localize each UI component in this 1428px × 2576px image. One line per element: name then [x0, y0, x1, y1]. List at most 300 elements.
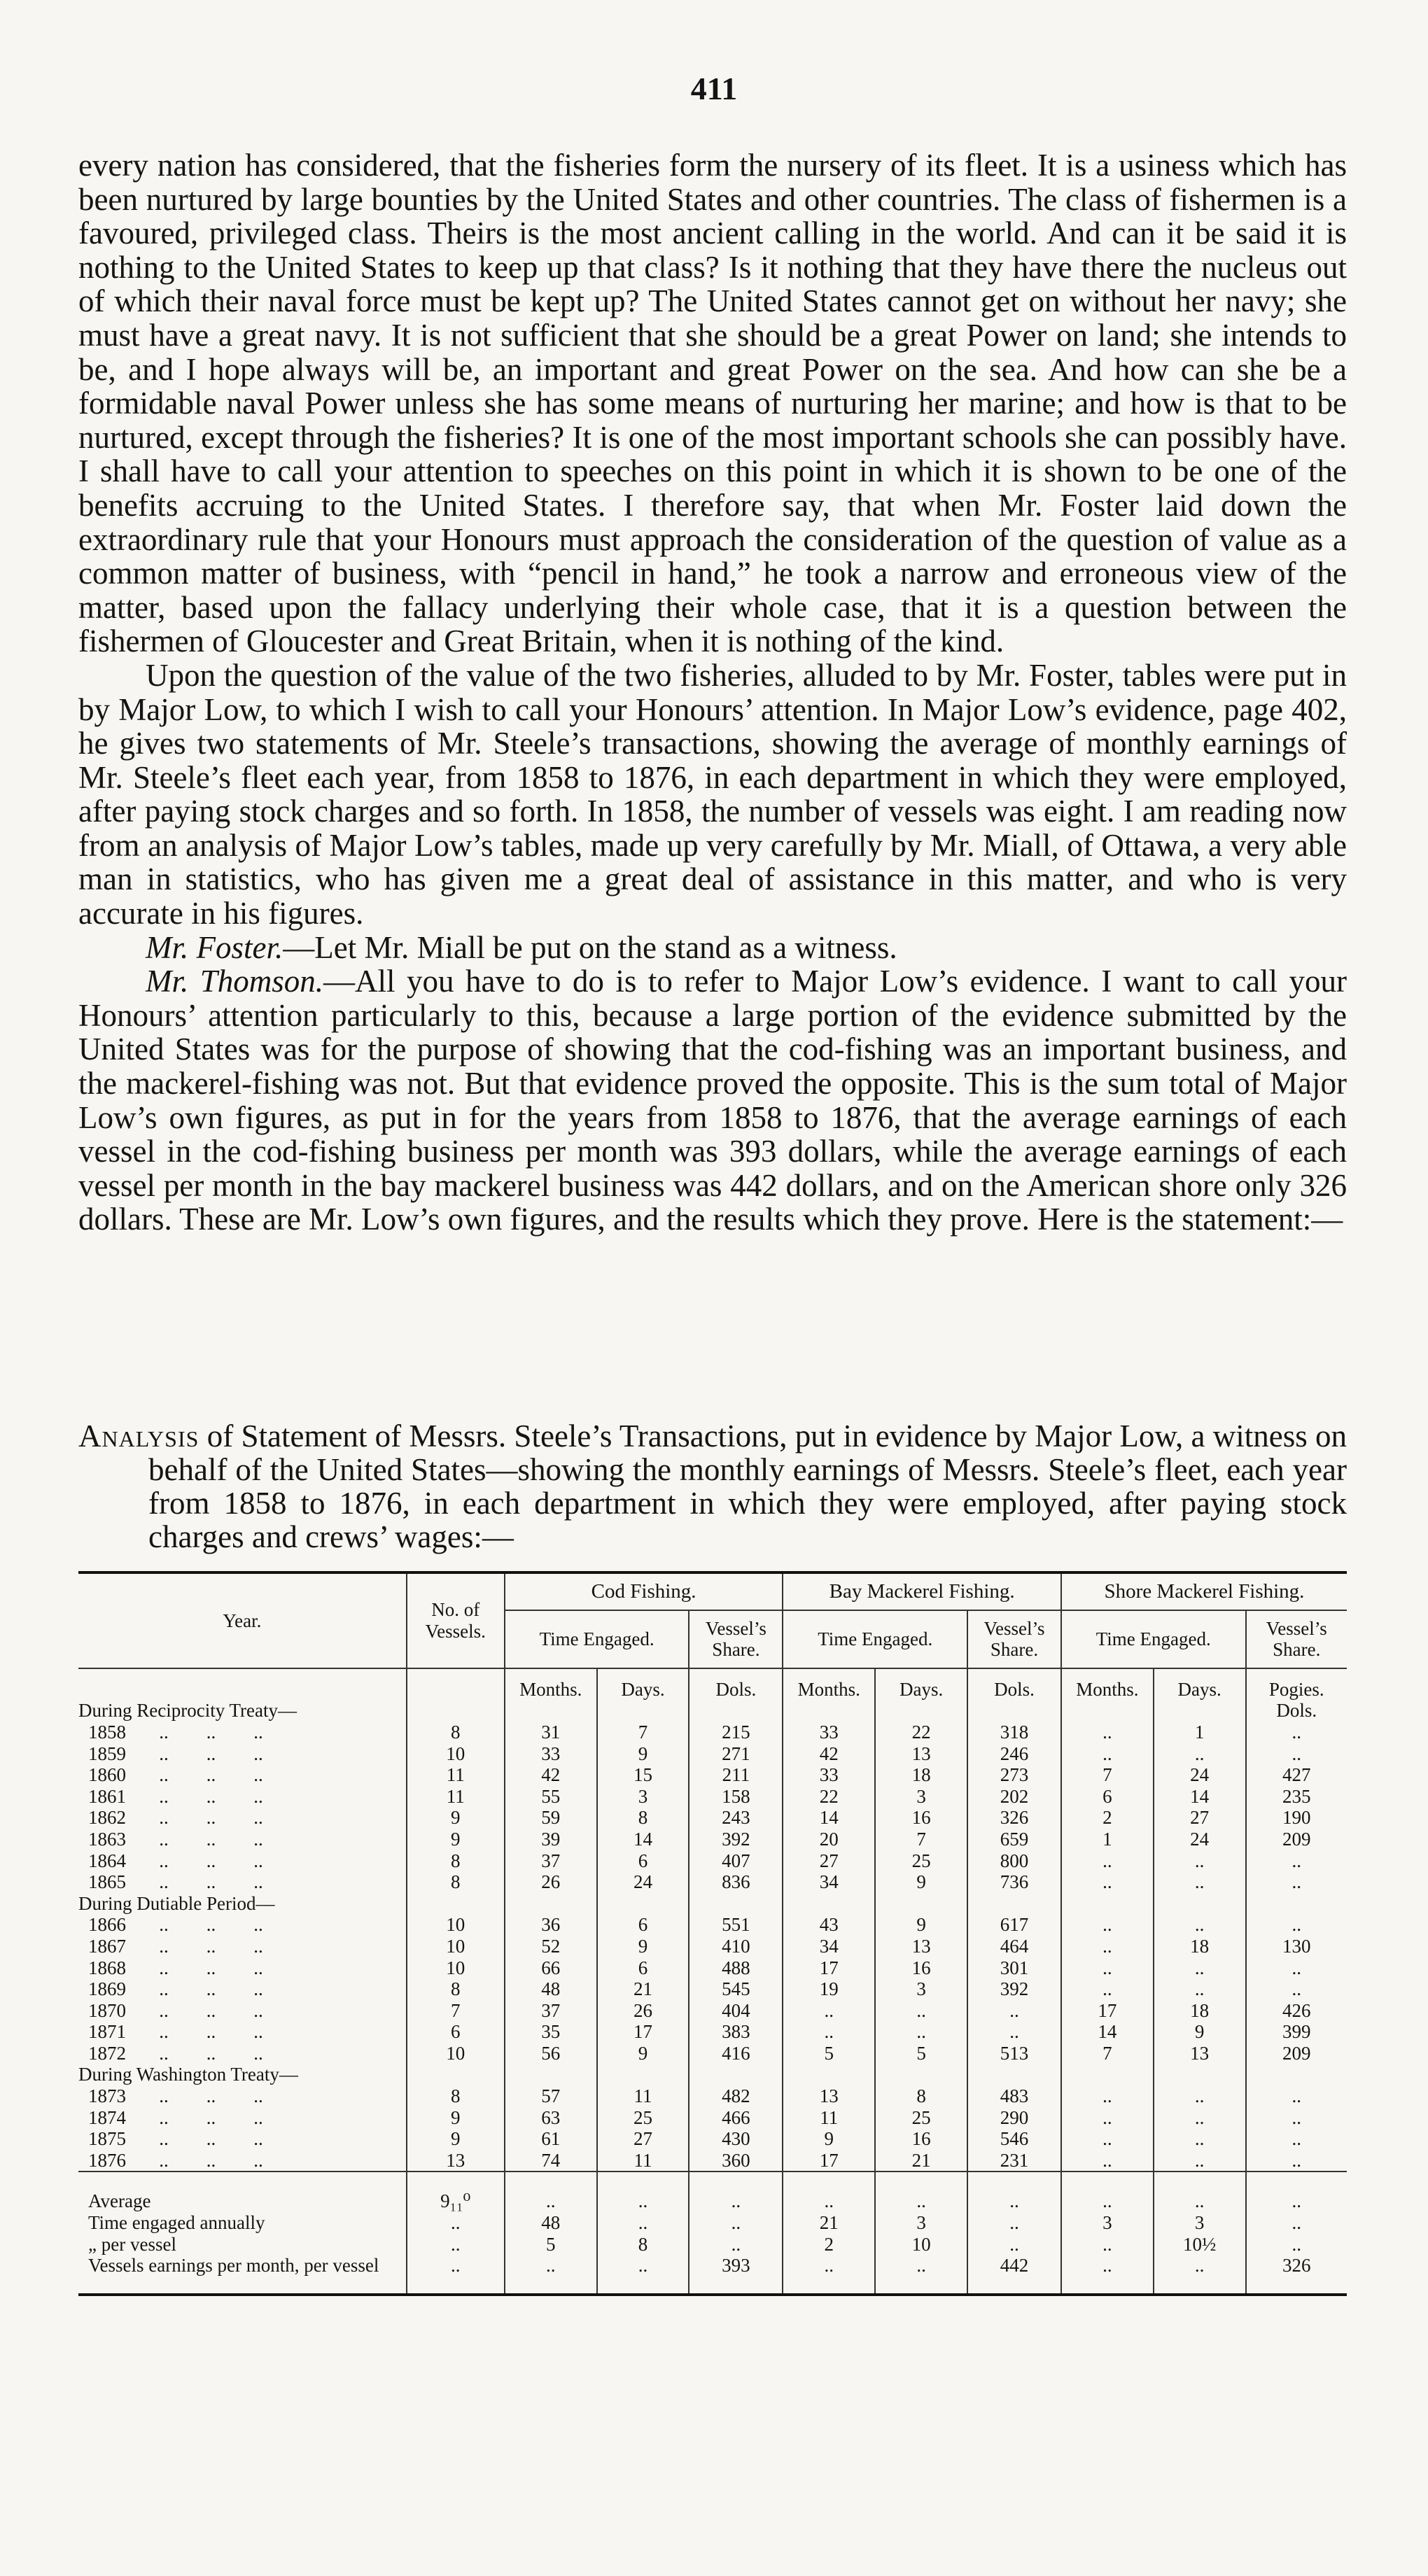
table-row [78, 1807, 1347, 1829]
leader-dots: .. .. .. [126, 2042, 263, 2064]
cod-months-cell: 48 [505, 1978, 597, 2000]
period-cell [783, 1893, 875, 1915]
foster-text: —Let Mr. Miall be put on the stand as a witness. [283, 929, 897, 965]
shore-months-cell: .. [1061, 2150, 1154, 2172]
bay-days-cell: 16 [875, 2128, 967, 2150]
bay-days-summary-cell: .. [875, 2255, 967, 2295]
shore-days-summary-cell: .. [1154, 2255, 1246, 2295]
leader-dots: .. .. .. [126, 1743, 263, 1764]
units-bay-days: Days. [875, 1668, 967, 1701]
period-cell [1154, 1893, 1246, 1915]
table-row [78, 1978, 1347, 2000]
year-cell [78, 1829, 407, 1850]
period-cell [1154, 1700, 1246, 1722]
shore-pogies-cell: .. [1246, 1978, 1347, 2000]
shore-pogies-summary-cell: .. [1246, 2212, 1347, 2234]
cod-months-cell: 37 [505, 2000, 597, 2022]
vessels-summary-cell: 9₁₁⁰ [407, 2172, 505, 2212]
cod-dols-cell: 407 [689, 1850, 783, 1872]
year-cell [78, 2043, 407, 2064]
bay-months-cell: 17 [783, 2150, 875, 2172]
bay-dols-cell: 659 [967, 1829, 1061, 1850]
leader-dots: .. .. .. [126, 2021, 263, 2043]
cod-dols-cell: 488 [689, 1957, 783, 1979]
cod-dols-summary-cell: 393 [689, 2255, 783, 2295]
shore-pogies-cell: 209 [1246, 1829, 1347, 1850]
bay-months-summary-cell: .. [783, 2172, 875, 2212]
cod-days-cell: 6 [597, 1957, 690, 1979]
cod-dols-cell: 211 [689, 1764, 783, 1786]
period-cell [505, 2064, 597, 2085]
pogies-dols-label: Dols. [1246, 1700, 1347, 1722]
bay-days-cell: .. [875, 2021, 967, 2043]
year-cell [78, 1936, 407, 1957]
shore-days-summary-cell: .. [1154, 2172, 1246, 2212]
bay-dols-cell: 464 [967, 1936, 1061, 1957]
shore-pogies-summary-cell: 326 [1246, 2255, 1347, 2295]
table-row [78, 2128, 1347, 2150]
period-label: During Washington Treaty— [78, 2064, 298, 2085]
table-body [78, 1668, 1347, 2295]
shore-months-summary-cell: 3 [1061, 2212, 1154, 2234]
bay-dols-cell: 546 [967, 2128, 1061, 2150]
year-label: 1871 [88, 2021, 126, 2043]
leader-dots: .. .. .. [126, 1914, 263, 1936]
cod-months-cell: 56 [505, 2043, 597, 2064]
thomson-text: —All you have to do is to refer to Major Low’s evidence. I want to call your Honours’ attention particularly to this, because a large portion of the evidence submitted by the United States was for the purpose of showing that the cod-fishing was an important business, and the mackerel-fishing was not. But that evidence proved the opposite. This is the sum total of Major Low’s own figures, as put in for the years from 1858 to 1876, that the average earnings of each vessel in the cod-fishing business per month was 393 dollars, while the average earnings of each vessel per month in the bay mackerel business was 442 dollars, and on the American shore only 326 dollars. These are Mr. Low’s own figures, and the results which they prove. Here is the statement:— [78, 964, 1348, 1237]
cod-days-cell: 15 [597, 1764, 690, 1786]
analysis-lead: Analysis [78, 1419, 200, 1454]
cod-dols-cell: 545 [689, 1978, 783, 2000]
year-cell [78, 1722, 407, 1743]
bay-days-cell: 3 [875, 1978, 967, 2000]
vessels-cell: 10 [407, 1936, 505, 1957]
leader-dots: .. .. .. [126, 1850, 263, 1871]
bay-dols-summary-cell: .. [967, 2212, 1061, 2234]
cod-days-cell: 9 [597, 2043, 690, 2064]
summary-label: Average [78, 2172, 407, 2212]
body-text [78, 148, 1347, 1237]
shore-days-cell: .. [1154, 2107, 1246, 2129]
cod-dols-cell: 383 [689, 2021, 783, 2043]
cod-months-cell: 35 [505, 2021, 597, 2043]
period-cell [1061, 2064, 1154, 2085]
year-cell [78, 2085, 407, 2107]
period-cell [689, 1700, 783, 1722]
shore-pogies-cell: 235 [1246, 1786, 1347, 1808]
table-row [78, 1850, 1347, 1872]
leader-dots: .. .. .. [126, 1957, 263, 1978]
year-cell [78, 1978, 407, 2000]
shore-months-cell: .. [1061, 1743, 1154, 1765]
vessels-summary-cell: .. [407, 2255, 505, 2295]
shore-days-cell: .. [1154, 1743, 1246, 1765]
shore-days-cell: 14 [1154, 1786, 1246, 1808]
shore-days-cell: .. [1154, 2085, 1246, 2107]
year-cell [78, 2021, 407, 2043]
bay-days-cell: 5 [875, 2043, 967, 2064]
shore-months-cell: 17 [1061, 2000, 1154, 2022]
shore-months-cell: .. [1061, 1978, 1154, 2000]
table-row [78, 1957, 1347, 1979]
shore-pogies-cell: .. [1246, 1871, 1347, 1893]
summary-label: „ per vessel [88, 2233, 176, 2255]
year-label: 1861 [88, 1785, 126, 1807]
units-shore-pogies [1246, 1668, 1347, 1701]
cod-months-summary-cell: .. [505, 2255, 597, 2295]
table-row [78, 2000, 1347, 2022]
bay-months-cell: 9 [783, 2128, 875, 2150]
shore-days-cell: 9 [1154, 2021, 1246, 2043]
shore-days-cell: .. [1154, 1871, 1246, 1893]
shore-days-cell: .. [1154, 1957, 1246, 1979]
year-label: 1859 [88, 1743, 126, 1764]
bay-days-cell: 21 [875, 2150, 967, 2172]
period-cell [967, 2064, 1061, 2085]
bay-months-cell: 19 [783, 1978, 875, 2000]
shore-months-summary-cell: .. [1061, 2172, 1154, 2212]
shore-months-cell: 2 [1061, 1807, 1154, 1829]
table-row [78, 1829, 1347, 1850]
shore-months-cell: 7 [1061, 1764, 1154, 1786]
bay-days-summary-cell: 10 [875, 2234, 967, 2255]
header-bay-mackerel: Bay Mackerel Fishing. [783, 1572, 1061, 1610]
year-label: 1874 [88, 2106, 126, 2128]
units-cod-months: Months. [505, 1668, 597, 1701]
bay-months-cell: 13 [783, 2085, 875, 2107]
period-cell [875, 1700, 967, 1722]
period-label: During Reciprocity Treaty— [78, 1700, 297, 1722]
bay-dols-cell: 318 [967, 1722, 1061, 1743]
table-row [78, 1743, 1347, 1765]
cod-days-cell: 11 [597, 2150, 690, 2172]
leader-dots: .. .. .. [126, 1978, 263, 2000]
cod-dols-cell: 482 [689, 2085, 783, 2107]
cod-months-cell: 66 [505, 1957, 597, 1979]
vessels-cell: 8 [407, 2085, 505, 2107]
table-row [78, 2021, 1347, 2043]
leader-dots: .. .. .. [126, 2149, 263, 2171]
shore-months-cell: .. [1061, 1957, 1154, 1979]
bay-days-cell: 25 [875, 2107, 967, 2129]
year-label: 1866 [88, 1914, 126, 1936]
shore-days-cell: 27 [1154, 1807, 1246, 1829]
bay-days-cell: 16 [875, 1957, 967, 1979]
shore-months-cell: .. [1061, 2107, 1154, 2129]
header-shore-mackerel: Shore Mackerel Fishing. [1061, 1572, 1347, 1610]
bay-months-summary-cell: 2 [783, 2234, 875, 2255]
period-label: During Dutiable Period— [78, 1892, 275, 1914]
period-cell [967, 1700, 1061, 1722]
table-row [78, 1914, 1347, 1936]
shore-months-cell: 14 [1061, 2021, 1154, 2043]
header-year: Year. [78, 1572, 407, 1668]
leader-dots: .. .. .. [126, 1785, 263, 1807]
vessels-cell: 8 [407, 1722, 505, 1743]
bay-days-cell: .. [875, 2000, 967, 2022]
table-row [78, 2043, 1347, 2064]
vessels-cell: 9 [407, 1807, 505, 1829]
cod-months-cell: 59 [505, 1807, 597, 1829]
period-cell [967, 1893, 1061, 1915]
period-cell [597, 2064, 690, 2085]
bay-days-cell: 16 [875, 1807, 967, 1829]
shore-days-summary-cell: 10½ [1154, 2234, 1246, 2255]
bay-dols-cell: 301 [967, 1957, 1061, 1979]
period-cell [689, 2064, 783, 2085]
shore-months-cell: 7 [1061, 2043, 1154, 2064]
paragraph-1: every nation has considered, that the fisheries form the nursery of its fleet. It is a usiness which has been nurtured by large bounties by the United States and other countries. The class of fishermen is a favoured, privileged class. Theirs is the most ancient calling in the world. And can it be said it is nothing to the United States to keep up that class? Is it nothing that they have there the nucleus out of which their naval force must be kept up? The United States cannot get on without her navy; she must have a great navy. It is not sufficient that she should be a great Power on land; she intends to be, and I hope always will be, an important and great Power on the sea. And how can she be a formidable naval Power unless she has some means of nurturing her marine; and how is that to be nurtured, except through the fisheries? It is one of the most important schools she can possibly have. I shall have to call your attention to speeches on this point in which it is shown to be one of the benefits accruing to the United States. I therefore say, that when Mr. Foster laid down the extraordinary rule that your Honours must approach the consideration of the question of value as a common matter of business, with “pencil in hand,” he took a narrow and erroneous view of the matter, based upon the fallacy underlying their whole case, that it is a question between the fishermen of Gloucester and Great Britain, when it is nothing of the kind. [78, 148, 1347, 659]
year-label: 1872 [88, 2042, 126, 2064]
year-label: 1870 [88, 1999, 126, 2021]
shore-days-summary-cell: 3 [1154, 2212, 1246, 2234]
table-row [78, 2150, 1347, 2172]
year-cell [78, 2000, 407, 2022]
cod-days-cell: 6 [597, 1850, 690, 1872]
cod-dols-cell: 215 [689, 1722, 783, 1743]
cod-months-cell: 36 [505, 1914, 597, 1936]
shore-months-cell: .. [1061, 1871, 1154, 1893]
header-shore-time: Time Engaged. [1061, 1610, 1246, 1668]
cod-days-cell: 7 [597, 1722, 690, 1743]
year-cell [78, 1957, 407, 1979]
year-label: 1865 [88, 1871, 126, 1893]
bay-days-cell: 7 [875, 1829, 967, 1850]
header-cod-share: Vessel’s Share. [689, 1610, 783, 1668]
leader-dots: .. .. .. [126, 2085, 263, 2107]
cod-dols-cell: 360 [689, 2150, 783, 2172]
year-label: 1869 [88, 1978, 126, 2000]
units-pogies: Pogies. [1268, 1678, 1324, 1700]
leader-dots: .. .. .. [126, 1935, 263, 1957]
cod-days-cell: 3 [597, 1786, 690, 1808]
bay-dols-cell: 513 [967, 2043, 1061, 2064]
vessels-cell: 13 [407, 2150, 505, 2172]
bay-months-cell: 11 [783, 2107, 875, 2129]
period-cell [1246, 2064, 1347, 2085]
shore-pogies-cell: .. [1246, 1914, 1347, 1936]
summary-label: Time engaged annually [88, 2212, 265, 2234]
bay-days-cell: 13 [875, 1936, 967, 1957]
cod-months-cell: 61 [505, 2128, 597, 2150]
summary-row [78, 2234, 1347, 2255]
bay-dols-summary-cell: 442 [967, 2255, 1061, 2295]
shore-pogies-summary-cell: .. [1246, 2172, 1347, 2212]
period-cell [407, 1893, 505, 1915]
vessels-cell: 6 [407, 2021, 505, 2043]
shore-months-summary-cell: .. [1061, 2255, 1154, 2295]
shore-days-cell: 13 [1154, 2043, 1246, 2064]
bay-dols-cell: 392 [967, 1978, 1061, 2000]
foster-remark [78, 931, 1347, 965]
bay-dols-cell: 800 [967, 1850, 1061, 1872]
cod-months-summary-cell: .. [505, 2172, 597, 2212]
bay-days-cell: 22 [875, 1722, 967, 1743]
shore-pogies-cell: .. [1246, 2150, 1347, 2172]
period-cell [875, 2064, 967, 2085]
shore-months-cell: 6 [1061, 1786, 1154, 1808]
units-cod-dols: Dols. [689, 1668, 783, 1701]
vessels-cell: 11 [407, 1786, 505, 1808]
table-row [78, 1786, 1347, 1808]
year-cell [78, 1786, 407, 1808]
cod-months-summary-cell: 5 [505, 2234, 597, 2255]
period-cell [1061, 1700, 1154, 1722]
vessels-cell: 9 [407, 1829, 505, 1850]
cod-dols-cell: 243 [689, 1807, 783, 1829]
table-row [78, 2107, 1347, 2129]
shore-pogies-cell: 130 [1246, 1936, 1347, 1957]
bay-dols-cell: 246 [967, 1743, 1061, 1765]
period-cell [689, 1893, 783, 1915]
period-row [78, 2064, 1347, 2085]
bay-dols-summary-cell: .. [967, 2234, 1061, 2255]
cod-days-cell: 6 [597, 1914, 690, 1936]
leader-dots: .. .. .. [126, 1721, 263, 1743]
shore-months-cell: .. [1061, 2085, 1154, 2107]
period-cell [875, 1893, 967, 1915]
period-cell [407, 1700, 505, 1722]
cod-dols-summary-cell: .. [689, 2172, 783, 2212]
shore-days-cell: 18 [1154, 1936, 1246, 1957]
shore-months-cell: .. [1061, 1936, 1154, 1957]
header-cod-fishing: Cod Fishing. [505, 1572, 783, 1610]
shore-months-cell: .. [1061, 2128, 1154, 2150]
bay-months-summary-cell: 21 [783, 2212, 875, 2234]
year-label: 1867 [88, 1935, 126, 1957]
period-cell [407, 2064, 505, 2085]
shore-pogies-cell: .. [1246, 1743, 1347, 1765]
cod-dols-summary-cell: .. [689, 2234, 783, 2255]
cod-dols-cell: 410 [689, 1936, 783, 1957]
cod-days-cell: 27 [597, 2128, 690, 2150]
cod-dols-cell: 404 [689, 2000, 783, 2022]
shore-days-cell: 24 [1154, 1764, 1246, 1786]
bay-dols-cell: .. [967, 2000, 1061, 2022]
table-row [78, 1764, 1347, 1786]
shore-months-cell: .. [1061, 1722, 1154, 1743]
bay-months-cell: .. [783, 2000, 875, 2022]
bay-dols-cell: 736 [967, 1871, 1061, 1893]
bay-dols-cell: 326 [967, 1807, 1061, 1829]
shore-days-cell: .. [1154, 1850, 1246, 1872]
shore-days-cell: 24 [1154, 1829, 1246, 1850]
shore-days-cell: .. [1154, 1914, 1246, 1936]
table-row [78, 1722, 1347, 1743]
header-shore-share: Vessel’s Share. [1246, 1610, 1347, 1668]
year-label: 1868 [88, 1957, 126, 1978]
year-label: 1858 [88, 1721, 126, 1743]
units-row [78, 1668, 1347, 1701]
shore-pogies-cell: 426 [1246, 2000, 1347, 2022]
vessels-cell: 10 [407, 2043, 505, 2064]
year-label: 1862 [88, 1807, 126, 1829]
vessels-cell: 10 [407, 1743, 505, 1765]
leader-dots: .. .. .. [126, 1999, 263, 2021]
shore-pogies-cell: .. [1246, 2128, 1347, 2150]
shore-pogies-summary-cell: .. [1246, 2234, 1347, 2255]
cod-dols-cell: 158 [689, 1786, 783, 1808]
units-bay-dols: Dols. [967, 1668, 1061, 1701]
cod-days-cell: 14 [597, 1829, 690, 1850]
shore-pogies-cell: 209 [1246, 2043, 1347, 2064]
bay-months-cell: 34 [783, 1936, 875, 1957]
cod-days-cell: 25 [597, 2107, 690, 2129]
units-bay-months: Months. [783, 1668, 875, 1701]
period-cell [505, 1893, 597, 1915]
year-cell [78, 2107, 407, 2129]
cod-dols-cell: 430 [689, 2128, 783, 2150]
bay-days-cell: 3 [875, 1786, 967, 1808]
shore-pogies-cell: 190 [1246, 1807, 1347, 1829]
cod-dols-cell: 392 [689, 1829, 783, 1850]
vessels-cell: 8 [407, 1850, 505, 1872]
shore-pogies-cell: 399 [1246, 2021, 1347, 2043]
year-cell [78, 1764, 407, 1786]
cod-days-summary-cell: .. [597, 2255, 690, 2295]
cod-days-summary-cell: .. [597, 2212, 690, 2234]
bay-dols-cell: .. [967, 2021, 1061, 2043]
units-shore-days: Days. [1154, 1668, 1246, 1701]
cod-dols-cell: 466 [689, 2107, 783, 2129]
cod-days-summary-cell: 8 [597, 2234, 690, 2255]
bay-months-cell: 20 [783, 1829, 875, 1850]
bay-dols-summary-cell: .. [967, 2172, 1061, 2212]
shore-pogies-cell: 427 [1246, 1764, 1347, 1786]
shore-days-cell: 1 [1154, 1722, 1246, 1743]
cod-days-cell: 11 [597, 2085, 690, 2107]
cod-dols-cell: 551 [689, 1914, 783, 1936]
bay-months-cell: 17 [783, 1957, 875, 1979]
cod-dols-cell: 271 [689, 1743, 783, 1765]
bay-days-cell: 8 [875, 2085, 967, 2107]
period-cell [783, 2064, 875, 2085]
bay-dols-cell: 273 [967, 1764, 1061, 1786]
cod-months-cell: 42 [505, 1764, 597, 1786]
cod-months-cell: 39 [505, 1829, 597, 1850]
summary-row [78, 2172, 1347, 2212]
units-shore-months: Months. [1061, 1668, 1154, 1701]
bay-days-cell: 13 [875, 1743, 967, 1765]
bay-months-cell: .. [783, 2021, 875, 2043]
year-cell [78, 2150, 407, 2172]
cod-days-cell: 21 [597, 1978, 690, 2000]
period-cell [1246, 1893, 1347, 1915]
bay-months-cell: 33 [783, 1764, 875, 1786]
period-cell [783, 1700, 875, 1722]
cod-months-cell: 57 [505, 2085, 597, 2107]
summary-row [78, 2255, 1347, 2295]
shore-pogies-cell: .. [1246, 2107, 1347, 2129]
leader-dots: .. .. .. [126, 1807, 263, 1829]
shore-months-summary-cell: .. [1061, 2234, 1154, 2255]
bay-days-cell: 18 [875, 1764, 967, 1786]
bay-days-summary-cell: 3 [875, 2212, 967, 2234]
bay-dols-cell: 483 [967, 2085, 1061, 2107]
vessels-cell: 9 [407, 2107, 505, 2129]
cod-days-cell: 26 [597, 2000, 690, 2022]
paragraph-2: Upon the question of the value of the two fisheries, alluded to by Mr. Foster, tables were put in by Major Low, to which I wish to call your Honours’ attention. In Major Low’s evidence, page 402, he gives two statements of Mr. Steele’s transactions, showing the average of monthly earnings of Mr. Steele’s fleet each year, from 1858 to 1876, in each department in which they were employed, after paying stock charges and so forth. In 1858, the number of vessels was eight. I am reading now from an analysis of Major Low’s tables, made up very carefully by Mr. Miall, of Ottawa, a very able man in statistics, who has given me a great deal of assistance in this matter, and who is very accurate in his figures. [78, 657, 1347, 931]
year-label: 1876 [88, 2149, 126, 2171]
earnings-table-wrap [78, 1571, 1347, 2296]
thomson-remark [78, 964, 1347, 1237]
cod-days-cell: 9 [597, 1743, 690, 1765]
year-cell [78, 1807, 407, 1829]
bay-months-cell: 42 [783, 1743, 875, 1765]
leader-dots: .. .. .. [126, 1828, 263, 1850]
summary-row [78, 2212, 1347, 2234]
bay-dols-cell: 202 [967, 1786, 1061, 1808]
